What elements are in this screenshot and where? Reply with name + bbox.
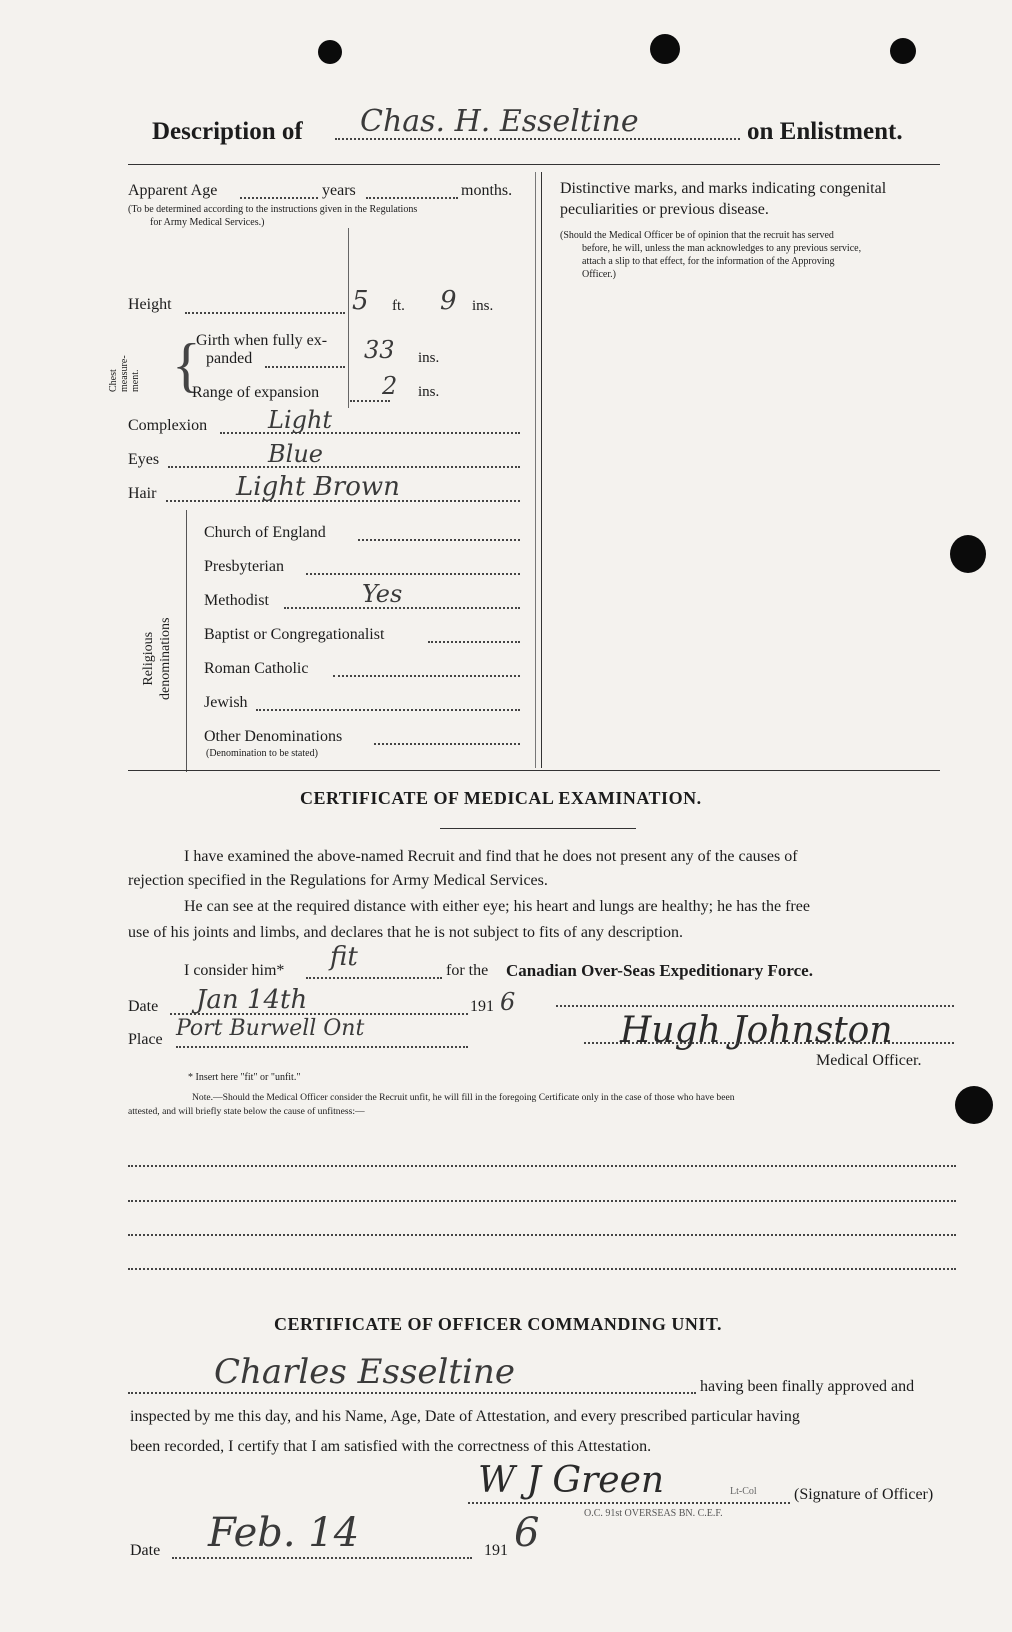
eyes-value: Blue (268, 440, 323, 468)
med-date-label: Date (128, 998, 159, 1015)
unfit-line-3 (128, 1234, 956, 1236)
months-label: months. (461, 182, 513, 199)
punch-hole (650, 34, 680, 64)
co-signature-dots (468, 1502, 790, 1504)
rel-methodist: Methodist (204, 592, 269, 609)
insert-note: * Insert here "fit" or "unfit." (188, 1072, 301, 1083)
marks-note-3: attach a slip to that effect, for the information of the Approving (582, 256, 835, 267)
note-line-2: attested, and will briefly state below the cause of unfitness:— (128, 1106, 365, 1117)
header-rule (128, 164, 940, 165)
med-signature-dots (556, 1005, 954, 1007)
header-suffix: on Enlistment. (747, 118, 903, 145)
co-line-1-suffix: having been finally approved and (700, 1378, 915, 1395)
co-name-value: Charles Esseltine (214, 1352, 515, 1392)
co-name-dots (128, 1392, 696, 1394)
co-line-3: been recorded, I certify that I am satisfied with the correctness of this Attestation. (130, 1438, 652, 1455)
consider-suffix: for the (446, 962, 489, 979)
chest-label-1: Chest (108, 369, 119, 392)
punch-hole (890, 38, 916, 64)
header-prefix: Description of (152, 118, 303, 145)
girth-unit: ins. (418, 350, 440, 366)
column-divider-inner (535, 172, 536, 768)
rel-other: Other Denominations (204, 728, 343, 745)
age-note-2: for Army Medical Services.) (150, 217, 265, 228)
consider-dots (306, 977, 442, 979)
medical-p2-l2: use of his joints and limbs, and declares that he is not subject to fits of any description. (128, 924, 684, 941)
med-date-value: Jan 14th (196, 985, 308, 1015)
hair-label: Hair (128, 485, 157, 502)
consider-value: fit (330, 942, 358, 972)
co-line-2: inspected by me this day, and his Name, Age, Date of Attestation, and every prescribed particular having (130, 1408, 800, 1425)
eyes-dots (168, 466, 520, 468)
chest-brace: { (172, 332, 201, 398)
co-signature: W J Green (478, 1460, 665, 1501)
medical-p1-l1: I have examined the above-named Recruit and find that he does not present any of the causes of (184, 848, 798, 865)
range-value: 2 (382, 372, 398, 400)
co-stamp: O.C. 91st OVERSEAS BN. C.E.F. (584, 1508, 723, 1519)
chest-label-3: ment. (130, 369, 141, 392)
note-line-1: Note.—Should the Medical Officer consider the Recruit unfit, he will fill in the foregoing Certificate only in the case of those who have been (192, 1092, 735, 1103)
girth-dots (265, 366, 345, 368)
section-bottom-rule (128, 770, 940, 771)
punch-hole (318, 40, 342, 64)
rel-presbyterian-dots (306, 573, 520, 575)
religion-side-label (140, 618, 174, 700)
rel-baptist-dots (428, 641, 520, 643)
chest-label (108, 355, 141, 392)
co-year-digit: 6 (514, 1510, 540, 1556)
place-value: Port Burwell Ont (176, 1016, 365, 1041)
rel-other-note: (Denomination to be stated) (206, 748, 318, 759)
age-years-dots (240, 197, 318, 199)
age-note-1: (To be determined according to the instructions given in the Regulations (128, 204, 418, 215)
unfit-line-1 (128, 1165, 956, 1167)
med-year-digit: 6 (500, 988, 516, 1016)
co-signature-label: (Signature of Officer) (794, 1486, 934, 1503)
medical-title: CERTIFICATE OF MEDICAL EXAMINATION. (300, 788, 702, 808)
co-rank: Lt-Col (730, 1486, 757, 1497)
officer-sig-dots (584, 1042, 954, 1044)
place-label: Place (128, 1031, 163, 1048)
punch-hole (950, 535, 986, 573)
commanding-title: CERTIFICATE OF OFFICER COMMANDING UNIT. (274, 1314, 723, 1334)
marks-note-1: (Should the Medical Officer be of opinion that the recruit has served (560, 230, 834, 241)
marks-note-2: before, he will, unless the man acknowledges to any previous service, (582, 243, 862, 254)
rel-methodist-value: Yes (362, 580, 403, 608)
marks-line-1: Distinctive marks, and marks indicating congenital (560, 180, 887, 197)
chest-label-2: measure- (119, 355, 130, 392)
complexion-dots (220, 432, 520, 434)
rel-jewish: Jewish (204, 694, 248, 711)
marks-note-4: Officer.) (582, 269, 616, 280)
age-label: Apparent Age (128, 182, 218, 199)
height-ft-value: 5 (352, 286, 369, 316)
rel-church: Church of England (204, 524, 326, 541)
girth-label-1: Girth when fully ex- (196, 332, 328, 349)
ins-label: ins. (472, 298, 494, 314)
med-year-prefix: 191 (470, 998, 494, 1015)
co-date-dots (172, 1557, 472, 1559)
height-divider (348, 228, 349, 408)
recruit-name: Chas. H. Esseltine (360, 104, 639, 139)
religion-bracket (186, 510, 187, 772)
years-label: years (322, 182, 356, 199)
medical-p2-l1: He can see at the required distance with either eye; his heart and lungs are healthy; he has the free (184, 898, 810, 915)
co-year-prefix: 191 (484, 1542, 508, 1559)
rel-presbyterian: Presbyterian (204, 558, 284, 575)
medical-officer-signature: Hugh Johnston (620, 1010, 893, 1051)
co-date-label: Date (130, 1542, 161, 1559)
height-dots (185, 312, 345, 314)
consider-label: I consider him* (184, 962, 285, 979)
punch-hole (955, 1086, 993, 1124)
rel-other-dots (374, 743, 520, 745)
unfit-line-2 (128, 1200, 956, 1202)
age-months-dots (366, 197, 458, 199)
medical-title-rule (440, 828, 636, 829)
force-name: Canadian Over-Seas Expeditionary Force. (506, 961, 813, 980)
rel-baptist: Baptist or Congregationalist (204, 626, 385, 643)
ft-label: ft. (392, 298, 405, 314)
range-dots (350, 400, 390, 402)
girth-value: 33 (364, 336, 395, 364)
column-divider (541, 172, 542, 768)
co-date-value: Feb. 14 (208, 1510, 360, 1556)
name-dotted-line (335, 138, 740, 140)
complexion-label: Complexion (128, 417, 208, 434)
eyes-label: Eyes (128, 451, 160, 468)
range-label: Range of expansion (192, 384, 320, 401)
rel-church-dots (358, 539, 520, 541)
height-in-value: 9 (440, 286, 457, 316)
medical-p1-l2: rejection specified in the Regulations for Army Medical Services. (128, 872, 548, 889)
religion-side-1: Religious (141, 631, 156, 686)
officer-label: Medical Officer. (816, 1052, 922, 1069)
range-unit: ins. (418, 384, 440, 400)
rel-catholic-dots (333, 675, 520, 677)
complexion-value: Light (268, 406, 333, 434)
marks-line-2: peculiarities or previous disease. (560, 201, 769, 218)
height-label: Height (128, 296, 172, 313)
girth-label-2: panded (206, 350, 253, 367)
place-dots (176, 1046, 468, 1048)
hair-value: Light Brown (236, 472, 400, 502)
unfit-line-4 (128, 1268, 956, 1270)
religion-side-2: denominations (158, 617, 173, 700)
rel-jewish-dots (256, 709, 520, 711)
rel-catholic: Roman Catholic (204, 660, 309, 677)
